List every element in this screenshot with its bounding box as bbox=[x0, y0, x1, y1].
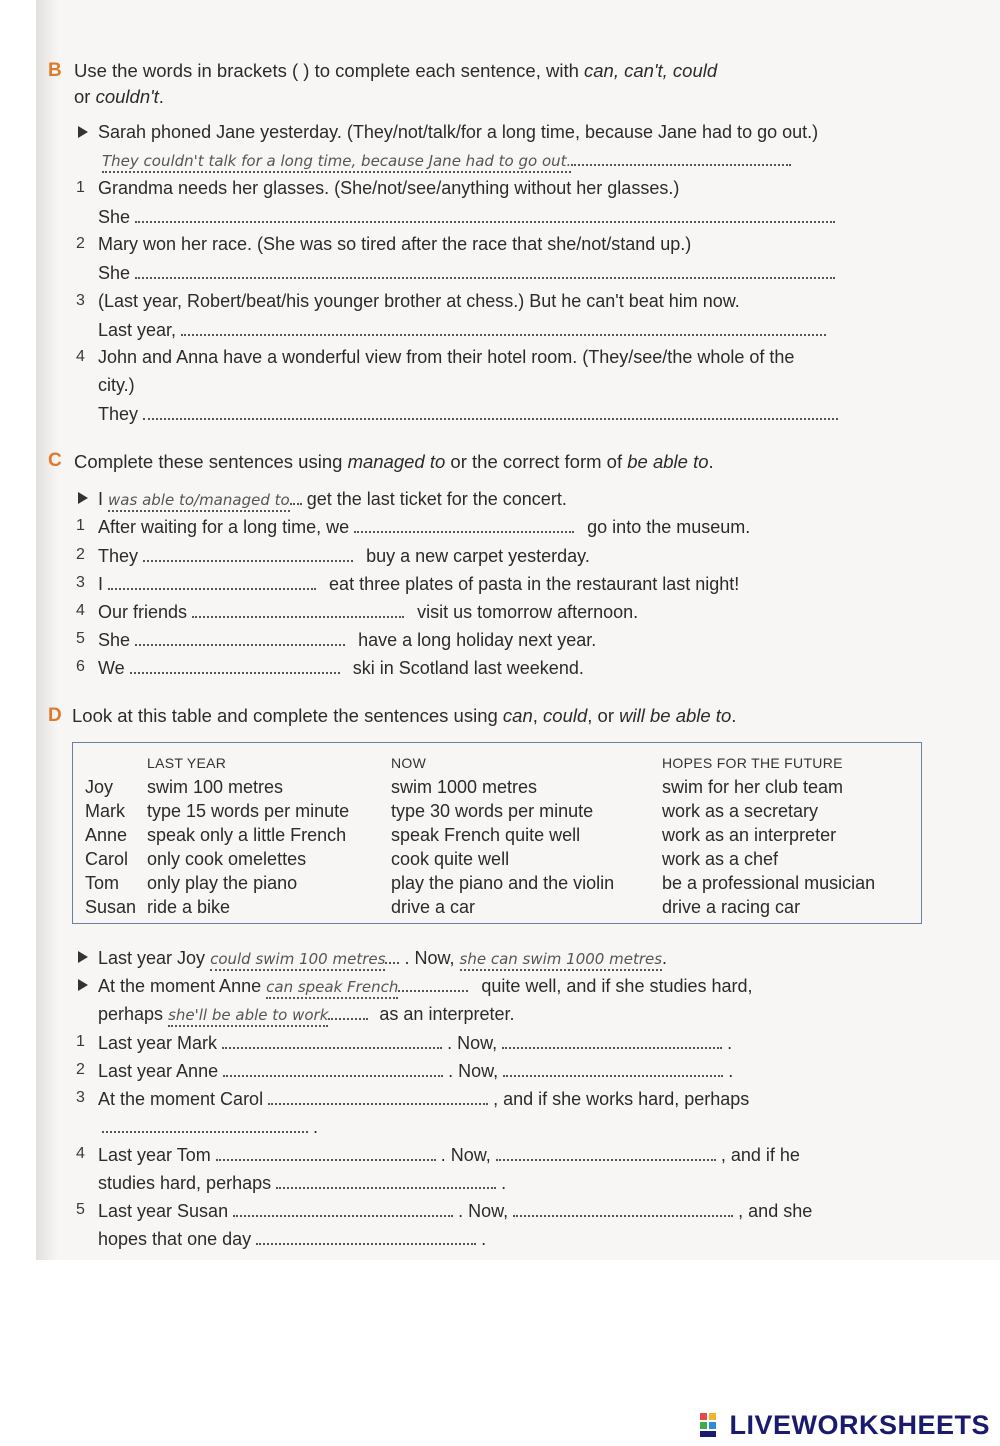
gap-sentence: Our friends visit us tomorrow afternoon. bbox=[98, 602, 639, 622]
item-number: 1 bbox=[76, 179, 85, 196]
table-cell: only cook omelettes bbox=[147, 849, 307, 869]
table-header: NOW bbox=[391, 755, 427, 771]
table-cell: Mark bbox=[85, 801, 125, 821]
example-sentence: Sarah phoned Jane yesterday. (They/not/talk/for a long time, because Jane had to go out.) bbox=[98, 122, 819, 142]
section-b-instruction: Use the words in brackets ( ) to complete each sentence, with can, can't, could bbox=[74, 60, 718, 81]
table-cell: swim for her club team bbox=[662, 777, 844, 797]
answer-input[interactable] bbox=[181, 318, 826, 336]
item-number: 2 bbox=[76, 546, 85, 563]
item-number: 3 bbox=[76, 1089, 85, 1106]
answer-input[interactable] bbox=[496, 1143, 716, 1161]
table-cell: ride a bike bbox=[147, 897, 231, 917]
answer-input[interactable] bbox=[503, 1059, 723, 1077]
logo-text: LIVEWORKSHEETS bbox=[729, 1410, 990, 1440]
section-d-letter: D bbox=[48, 705, 62, 726]
answer-input[interactable] bbox=[108, 572, 316, 590]
section-b-instruction-2: or couldn't. bbox=[74, 86, 164, 107]
answer-input[interactable] bbox=[233, 1199, 453, 1217]
item-number: 3 bbox=[76, 574, 85, 591]
logo-icon bbox=[699, 1412, 725, 1438]
item-number: 5 bbox=[76, 1201, 85, 1218]
page-shadow bbox=[36, 0, 58, 1260]
example-sentence: I was able to/managed to get the last ticket for the concert. bbox=[98, 487, 567, 511]
table-cell: speak French quite well bbox=[391, 825, 581, 845]
table-header: LAST YEAR bbox=[147, 755, 227, 771]
item-sentence: John and Anna have a wonderful view from their hotel room. (They/see/the whole of the bbox=[98, 347, 795, 367]
table-cell: Carol bbox=[85, 849, 129, 869]
gap-sentence: After waiting for a long time, we go into the museum. bbox=[98, 517, 751, 537]
answer-dots bbox=[571, 148, 791, 166]
gap-sentence-cont: hopes that one day . bbox=[98, 1229, 487, 1249]
ability-table bbox=[72, 742, 922, 924]
item-number: 1 bbox=[76, 1033, 85, 1050]
table-cell: work as a chef bbox=[662, 849, 779, 869]
gap-sentence: Last year Mark . Now, . bbox=[98, 1033, 733, 1053]
gap-sentence: We ski in Scotland last weekend. bbox=[98, 658, 584, 678]
table-cell: Anne bbox=[85, 825, 128, 845]
answer-line: They bbox=[98, 402, 838, 425]
answer-input[interactable] bbox=[513, 1199, 733, 1217]
gap-sentence: Last year Anne . Now, . bbox=[98, 1061, 734, 1081]
answer-line: She bbox=[98, 205, 835, 228]
gap-sentence: She have a long holiday next year. bbox=[98, 630, 597, 650]
gap-sentence: Last year Susan . Now, , and she bbox=[98, 1201, 813, 1221]
section-c-instruction: Complete these sentences using managed to or the correct form of be able to. bbox=[74, 451, 714, 472]
table-cell: type 30 words per minute bbox=[391, 801, 594, 821]
table-cell: swim 100 metres bbox=[147, 777, 284, 797]
section-c-letter: C bbox=[48, 450, 62, 471]
gap-sentence: Last year Tom . Now, , and if he bbox=[98, 1145, 800, 1165]
example-arrow-icon bbox=[78, 979, 88, 991]
item-number: 2 bbox=[76, 1061, 85, 1078]
item-number: 4 bbox=[76, 348, 85, 365]
example-sentence: At the moment Anne can speak French quite well, and if she studies hard, bbox=[98, 974, 753, 998]
table-cell: be a professional musician bbox=[662, 873, 876, 893]
table-cell: work as a secretary bbox=[662, 801, 819, 821]
table-cell: work as an interpreter bbox=[662, 825, 837, 845]
table-cell: drive a car bbox=[391, 897, 476, 917]
example-sentence: Last year Joy could swim 100 metres . Now, she can swim 1000 metres. bbox=[98, 946, 667, 970]
table-cell: drive a racing car bbox=[662, 897, 801, 917]
table-cell: Joy bbox=[85, 777, 114, 797]
table-cell: swim 1000 metres bbox=[391, 777, 538, 797]
item-number: 5 bbox=[76, 630, 85, 647]
answer-input[interactable] bbox=[354, 515, 574, 533]
answer-input[interactable] bbox=[222, 1031, 442, 1049]
gap-sentence: I eat three plates of pasta in the restaurant last night! bbox=[98, 574, 740, 594]
example-answer-text: They couldn't talk for a long time, because Jane had to go out. bbox=[102, 152, 571, 173]
table-cell: only play the piano bbox=[147, 873, 298, 893]
answer-input[interactable] bbox=[135, 261, 835, 279]
item-number: 4 bbox=[76, 1145, 85, 1162]
answer-input[interactable] bbox=[216, 1143, 436, 1161]
table-cell: Tom bbox=[85, 873, 120, 893]
answer-input[interactable] bbox=[143, 544, 353, 562]
answer-input[interactable] bbox=[268, 1087, 488, 1105]
example-sentence-cont: perhaps she'll be able to work as an interpreter. bbox=[98, 1002, 515, 1026]
item-number: 2 bbox=[76, 235, 85, 252]
answer-input[interactable] bbox=[223, 1059, 443, 1077]
answer-input[interactable] bbox=[130, 656, 340, 674]
liveworksheets-logo[interactable] bbox=[699, 1410, 990, 1441]
answer-input[interactable] bbox=[143, 402, 838, 420]
section-d-instruction: Look at this table and complete the sentences using can, could, or will be able to. bbox=[72, 705, 737, 726]
item-sentence: Grandma needs her glasses. (She/not/see/anything without her glasses.) bbox=[98, 178, 680, 198]
item-number: 4 bbox=[76, 602, 85, 619]
item-number: 6 bbox=[76, 658, 85, 675]
table-header: HOPES FOR THE FUTURE bbox=[662, 755, 843, 771]
item-sentence-cont: city.) bbox=[98, 375, 135, 395]
table-cell: Susan bbox=[85, 897, 137, 917]
table-cell: play the piano and the violin bbox=[391, 873, 615, 893]
section-b-letter: B bbox=[48, 60, 62, 81]
item-sentence: Mary won her race. (She was so tired after the race that she/not/stand up.) bbox=[98, 234, 692, 254]
gap-sentence-cont: . bbox=[102, 1115, 318, 1138]
gap-sentence-cont: studies hard, perhaps . bbox=[98, 1173, 507, 1193]
answer-input[interactable] bbox=[502, 1031, 722, 1049]
gap-sentence: They buy a new carpet yesterday. bbox=[98, 546, 590, 566]
answer-input[interactable] bbox=[135, 205, 835, 223]
example-arrow-icon bbox=[78, 951, 88, 963]
answer-line: She bbox=[98, 261, 835, 284]
answer-input[interactable] bbox=[102, 1115, 308, 1133]
item-sentence: (Last year, Robert/beat/his younger brother at chess.) But he can't beat him now. bbox=[98, 291, 740, 311]
table-cell: cook quite well bbox=[391, 849, 510, 869]
answer-line: Last year, bbox=[98, 318, 826, 341]
gap-sentence: At the moment Carol , and if she works hard, perhaps bbox=[98, 1089, 750, 1109]
answer-input[interactable] bbox=[276, 1171, 496, 1189]
answer-input[interactable] bbox=[135, 628, 345, 646]
table-cell: type 15 words per minute bbox=[147, 801, 350, 821]
example-answer bbox=[102, 148, 791, 172]
item-number: 1 bbox=[76, 517, 85, 534]
example-arrow-icon bbox=[78, 126, 88, 138]
table-cell: speak only a little French bbox=[147, 825, 347, 845]
answer-input[interactable] bbox=[192, 600, 404, 618]
answer-input[interactable] bbox=[256, 1227, 476, 1245]
item-number: 3 bbox=[76, 292, 85, 309]
example-arrow-icon bbox=[78, 492, 88, 504]
